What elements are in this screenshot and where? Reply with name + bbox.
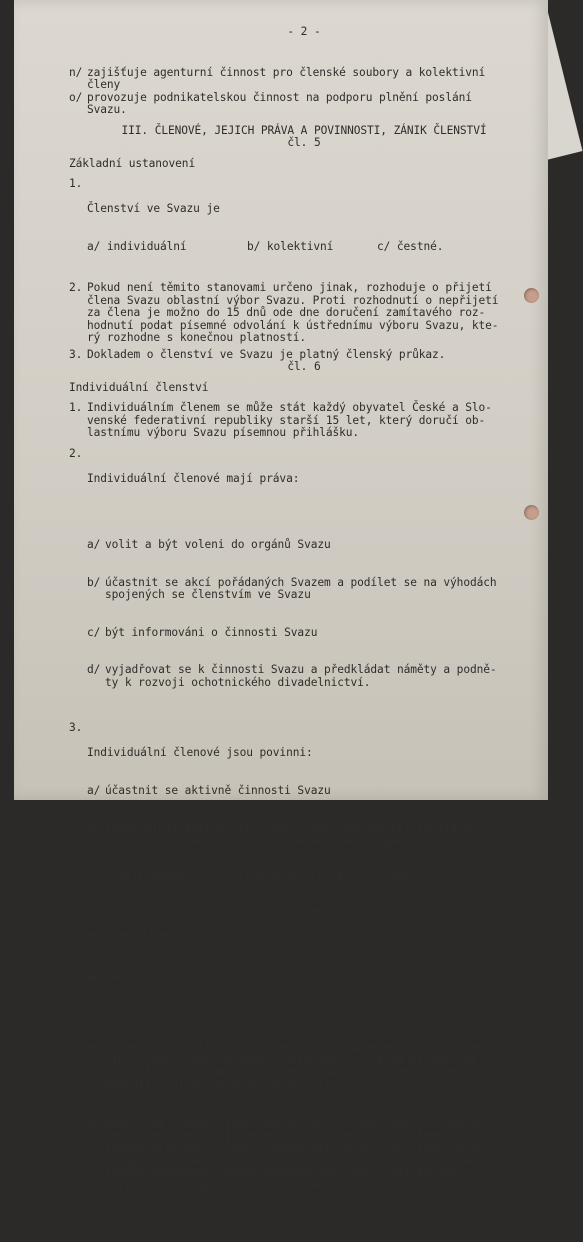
item-text: vyjadřovat se k činnosti Svazu a předkládat náměty a podně- ty k rozvoji ochotnického divadelnictví.: [105, 663, 497, 689]
item-text: amatérský soubor, který doručí oblastnímu výboru Svazu se souhlasem svého zřizovatele /pokud není sám spolkem/ pí- semnou přihlášku. Proti rozhodnutí oblastního výboru o ne- přijetí za člena je možno do 15 dnů ode dne doručení zamí- tavého rozhodnutí podat písemné odvolání k ústřednímu vý- boru Svazu, který rozhodne s konečnou platností.: [105, 1116, 490, 1192]
duties-item-b: [87, 822, 539, 847]
item-label: a/: [87, 783, 101, 797]
item-text: volit a být voleni do orgánů Svazu: [105, 538, 331, 551]
paragraph-text: Dokladem o členství ve Svazu je platný členský průkaz.: [87, 347, 446, 361]
paragraph-number: 3.: [69, 347, 83, 361]
article-7-paragraph-1: [69, 947, 539, 1218]
membership-options: [87, 241, 539, 254]
article-7-heading: Kolektivní členství: [69, 929, 196, 942]
paragraph-number: 1.: [69, 177, 83, 190]
item-label: d/: [87, 663, 101, 676]
article-6-title: čl. 6: [287, 360, 321, 373]
item-label: c/: [87, 625, 101, 639]
item-text: účastnit se aktivně činnosti Svazu: [105, 783, 331, 797]
paragraph-number: 1.: [69, 945, 83, 959]
rights-item-c: [87, 627, 539, 640]
list-item-o: [69, 92, 539, 117]
article-6-heading: Individuální členství: [69, 380, 209, 394]
option-individual: a/ individuální: [87, 239, 187, 253]
item-text: účastnit se akcí pořádaných Svazem a podílet se na výhodách spojených se členstvím ve Svazu: [105, 575, 497, 601]
rights-item-b: [87, 577, 539, 602]
list-item-n: [69, 67, 539, 92]
paragraph-number: 2.: [69, 281, 83, 294]
item-text: platit řádně a včas stanovené členské příspěvky.: [105, 871, 424, 884]
collective-item-b: [87, 1117, 539, 1192]
document-body: [69, 26, 539, 1242]
continuation-mark: ./.: [489, 1228, 509, 1241]
paragraph-number: 3.: [69, 721, 83, 734]
option-honorary: c/ čestné.: [377, 239, 444, 253]
list-label: o/: [69, 90, 83, 104]
list-label: n/: [69, 65, 83, 79]
option-collective: b/ kolektivní: [247, 239, 334, 253]
duties-item-c: [87, 872, 539, 885]
item-text: řádně plnit povinnosti člena Svazu vyplývající ze stanov, ostatních norem Svazu a z usnesení jeho orgánů: [105, 821, 484, 847]
article-7-title: čl. 7: [287, 908, 321, 922]
article-6-paragraph-3: [69, 722, 539, 910]
paragraph-text: Individuálním členem se může stát každý obyvatel České a Slo- venské federativní republiky starší 15 let, který doručí ob- lastnímu výboru Svazu písemnou přihlášku.: [87, 401, 492, 439]
paragraph-text: Pokud není těmito stanovami určeno jinak, rozhoduje o přijetí člena Svazu oblastní výbor Svazu. Proti rozhodnutí o nepřijetí za člena je možno do 15 dnů ode dne doručení zamítavého roz- hodnutí podat písemné odvolání k ústřednímu výboru Svazu, kte- rý rozhodne s konečnou platností.: [87, 281, 499, 344]
article-5-title: čl. 5: [287, 136, 321, 149]
list-text: provozuje podnikatelskou činnost na podporu plnění poslání Svazu.: [87, 90, 472, 116]
paragraph-text: Členství ve Svazu je: [87, 202, 220, 215]
item-label: b/: [87, 821, 101, 834]
article-5-heading: Základní ustanovení: [69, 156, 196, 170]
article-6-paragraph-1: [69, 402, 539, 440]
list-text: zajišťuje agenturní činnost pro členské soubory a kolektivní členy: [87, 65, 486, 91]
paragraph-number: 2.: [69, 446, 83, 460]
item-label: b/: [87, 575, 101, 589]
rights-item-d: [87, 664, 539, 689]
paragraph-number: 1.: [69, 401, 83, 414]
paragraph-text: Individuální členové mají práva:: [87, 471, 300, 485]
article-5-paragraph-1: [69, 178, 539, 278]
rights-item-a: [87, 539, 539, 552]
paragraph-text: Kolektivním členem Svazu se může stát: [87, 970, 333, 984]
article-6-paragraph-2: [69, 448, 539, 715]
section-title: III. ČLENOVÉ, JEJICH PRÁVA A POVINNOSTI, ZÁNIK ČLENSTVÍ: [121, 123, 487, 137]
item-text: být informováni o činnosti Svazu: [105, 625, 318, 639]
collective-item-a: [87, 1042, 539, 1092]
item-text: organizace /instituce/, která doručí předsednictvu ústřed- ního výboru Svazu písemnou přihlášku. O jejím přijetí za člena Svazu rozhoduje ústřední výbor Svazu. Proti jeho roz- hodnutí není možno podat odvolání.: [105, 1041, 497, 1092]
item-label: a/: [87, 538, 101, 551]
article-5-paragraph-2: [69, 282, 539, 345]
page-number: - 2 -: [287, 25, 321, 38]
item-label: b/: [87, 1116, 101, 1129]
document-page: [14, 0, 548, 1241]
item-label: c/: [87, 871, 101, 884]
paragraph-text: Individuální členové jsou povinni:: [87, 746, 313, 759]
duties-item-a: [87, 785, 539, 798]
item-label: a/: [87, 1041, 101, 1054]
